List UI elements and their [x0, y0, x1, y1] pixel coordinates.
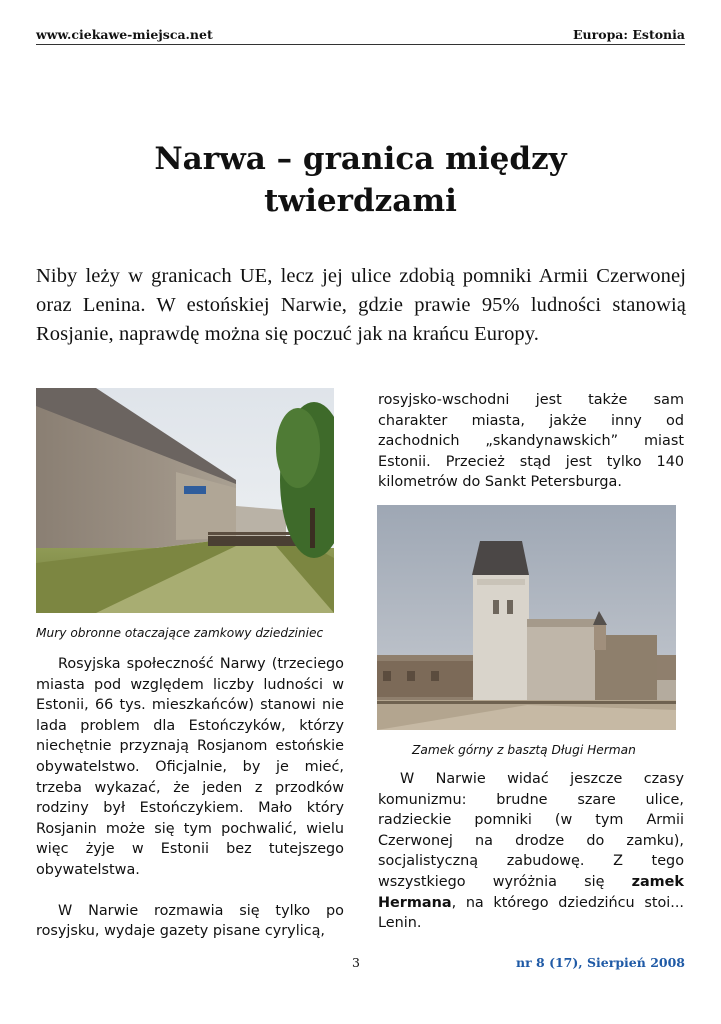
- page-number: 3: [352, 955, 360, 970]
- paragraph-communism-text: W Narwie widać jeszcze czasy komunizmu: brudne szare ulice, radzieckie pomniki (w tym Armii Czerwonej na drodze do zamku), socjalistyczną zabudowę. Z tego wszystkiego wyróżnia się: [378, 771, 684, 890]
- paragraph-russian-language: W Narwie rozmawia się tylko po rosyjsku, wydaje gazety pisane cyrylicą,: [36, 902, 344, 940]
- article-title: [36, 138, 685, 222]
- paragraph-communism: [378, 769, 684, 934]
- section-label: Europa: Estonia: [573, 27, 685, 42]
- title-line-2: twierdzami: [264, 183, 457, 219]
- paragraph-character: rosyjsko-wschodni jest także sam charakter miasta, jakże inny od zachodnich „skandynawskich” miast Estonii. Przecież stąd jest tylko 140 kilometrów do Sankt Petersburga.: [378, 392, 684, 491]
- photo-herman-castle: [377, 505, 676, 730]
- paragraph-russian-community: Rosyjska społeczność Narwy (trzeciego miasta pod względem liczby ludności w Estonii, 66 tys. mieszkańców) stanowi nie lada problem dla Estończyków, którzy niechętnie przyznają Rosjanom estońskie obywatelstwo. Oficjalnie, by je mieć, trzeba wykazać, że jeden z przodków rodziny był Estończykiem. Mało który Rosjanin może się tym pochwalić, wielu więc żyje w Estonii bez tutejszego obywatelstwa.: [36, 656, 344, 878]
- castle-walls-image: [36, 388, 334, 613]
- left-column: [36, 654, 344, 942]
- herman-castle-image: [377, 505, 676, 730]
- right-column-bottom: [378, 769, 684, 934]
- zamek-hermana-highlight: zamek Hermana: [378, 873, 684, 911]
- issue-label: nr 8 (17), Sierpień 2008: [516, 955, 685, 970]
- caption-herman-castle: Zamek górny z basztą Długi Herman: [412, 743, 636, 757]
- title-line-1: Narwa – granica między: [154, 141, 567, 177]
- paragraph-communism-end: , na którego dziedzińcu stoi... Lenin.: [378, 894, 684, 932]
- site-url[interactable]: www.ciekawe-miejsca.net: [36, 27, 213, 42]
- right-column-top: [378, 390, 684, 493]
- photo-castle-walls: [36, 388, 334, 613]
- caption-castle-walls: Mury obronne otaczające zamkowy dziedziniec: [36, 626, 324, 640]
- article-lead: Niby leży w granicach UE, lecz jej ulice zdobią pomniki Armii Czerwonej oraz Lenina. W estońskiej Narwie, gdzie prawie 95% ludności stanowią Rosjanie, naprawdę można się poczuć jak na krańcu Europy.: [36, 265, 686, 345]
- paragraph-gap: [36, 881, 344, 901]
- page-header: [36, 22, 685, 45]
